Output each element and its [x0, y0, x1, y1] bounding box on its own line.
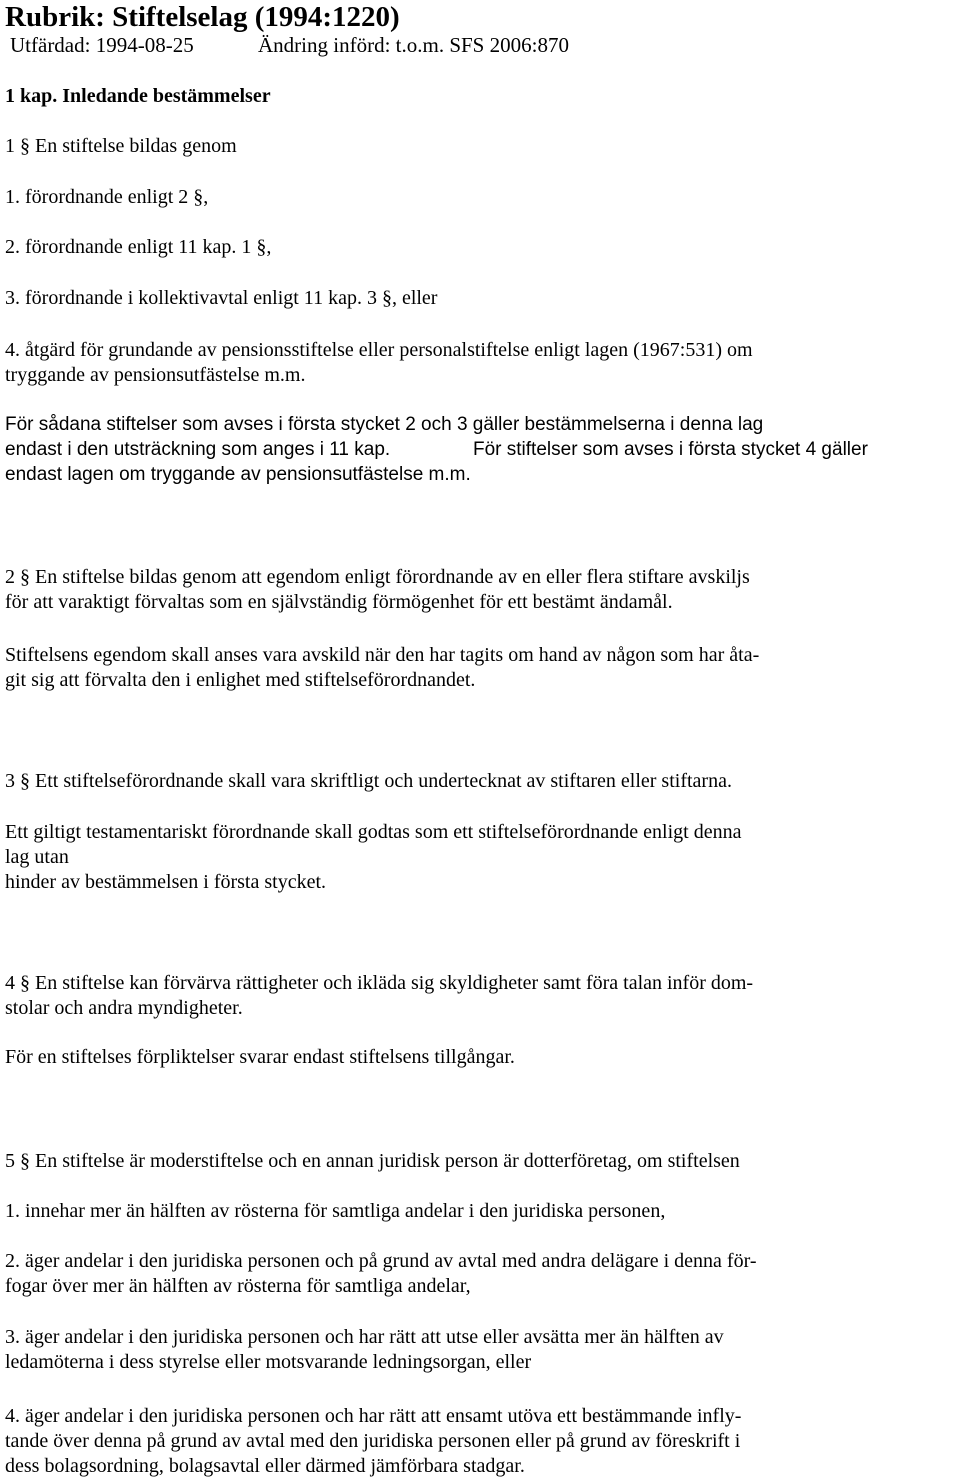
document-title: Rubrik: Stiftelselag (1994:1220): [5, 1, 400, 33]
section-1-intro: 1 § En stiftelse bildas genom: [5, 135, 237, 157]
section-3-para-line-2: lag utan: [5, 846, 69, 868]
section-1-item-4-line-1: 4. åtgärd för grundande av pensionsstiftelse eller personalstiftelse enligt lagen (1967:531) om: [5, 339, 753, 361]
section-1-para-line-1: För sådana stiftelser som avses i första stycket 2 och 3 gäller bestämmelserna i denna lag: [5, 414, 764, 435]
section-5-item-3-line-1: 3. äger andelar i den juridiska personen och har rätt att utse eller avsätta mer än hälften av: [5, 1326, 724, 1348]
section-1-para-line-3: endast lagen om tryggande av pensionsutfästelse m.m.: [5, 464, 471, 485]
amended-ref: Ändring införd: t.o.m. SFS 2006:870: [258, 33, 569, 57]
section-5-item-1: 1. innehar mer än hälften av rösterna för samtliga andelar i den juridiska personen,: [5, 1200, 666, 1222]
section-1-item-2: 2. förordnande enligt 11 kap. 1 §,: [5, 236, 272, 258]
section-4-line-1: 4 § En stiftelse kan förvärva rättigheter och ikläda sig skyldigheter samt föra talan inför dom-: [5, 972, 754, 994]
section-3-para-line-1: Ett giltigt testamentariskt förordnande skall godtas som ett stiftelseförordnande enligt denna: [5, 821, 742, 843]
section-1-item-4-line-2: tryggande av pensionsutfästelse m.m.: [5, 364, 306, 386]
section-3-line-1: 3 § Ett stiftelseförordnande skall vara skriftligt och undertecknat av stiftaren eller stiftarna.: [5, 770, 732, 792]
section-5-item-2-line-2: fogar över mer än hälften av rösterna för samtliga andelar,: [5, 1275, 471, 1297]
section-5-intro: 5 § En stiftelse är moderstiftelse och en annan juridisk person är dotterföretag, om stiftelsen: [5, 1150, 740, 1172]
section-2-line-1: 2 § En stiftelse bildas genom att egendom enligt förordnande av en eller flera stiftare avskiljs: [5, 566, 750, 588]
section-5-item-4-line-3: dess bolagsordning, bolagsavtal eller därmed jämförbara stadgar.: [5, 1455, 525, 1477]
section-1-para-line-2: endast i den utsträckning som anges i 11 kap.: [5, 439, 391, 460]
section-5-item-4-line-2: tande över denna på grund av avtal med den juridiska personen eller på grund av föreskrift i: [5, 1430, 741, 1452]
section-3-para-line-3: hinder av bestämmelsen i första stycket.: [5, 871, 327, 893]
section-4-para: För en stiftelses förpliktelser svarar endast stiftelsens tillgångar.: [5, 1046, 515, 1068]
section-4-line-2: stolar och andra myndigheter.: [5, 997, 243, 1019]
section-1-item-1: 1. förordnande enligt 2 §,: [5, 186, 209, 208]
section-2-para-line-2: git sig att förvalta den i enlighet med stiftelseförordnandet.: [5, 669, 476, 691]
section-1-para-line-2b: För stiftelser som avses i första stycket 4 gäller: [473, 439, 868, 460]
section-2-para-line-1: Stiftelsens egendom skall anses vara avskild när den har tagits om hand av någon som har åta-: [5, 644, 760, 666]
section-5-item-4-line-1: 4. äger andelar i den juridiska personen och har rätt att ensamt utöva ett bestämmande infly-: [5, 1405, 742, 1427]
section-2-line-2: för att varaktigt förvaltas som en självständig förmögenhet för ett bestämt ändamål.: [5, 591, 673, 613]
section-5-item-2-line-1: 2. äger andelar i den juridiska personen och på grund av avtal med andra delägare i denna för-: [5, 1250, 757, 1272]
section-1-item-3: 3. förordnande i kollektivavtal enligt 11 kap. 3 §, eller: [5, 287, 438, 309]
issued-date: Utfärdad: 1994-08-25: [10, 33, 194, 57]
chapter-heading: 1 kap. Inledande bestämmelser: [5, 85, 271, 107]
section-5-item-3-line-2: ledamöterna i dess styrelse eller motsvarande ledningsorgan, eller: [5, 1351, 532, 1373]
